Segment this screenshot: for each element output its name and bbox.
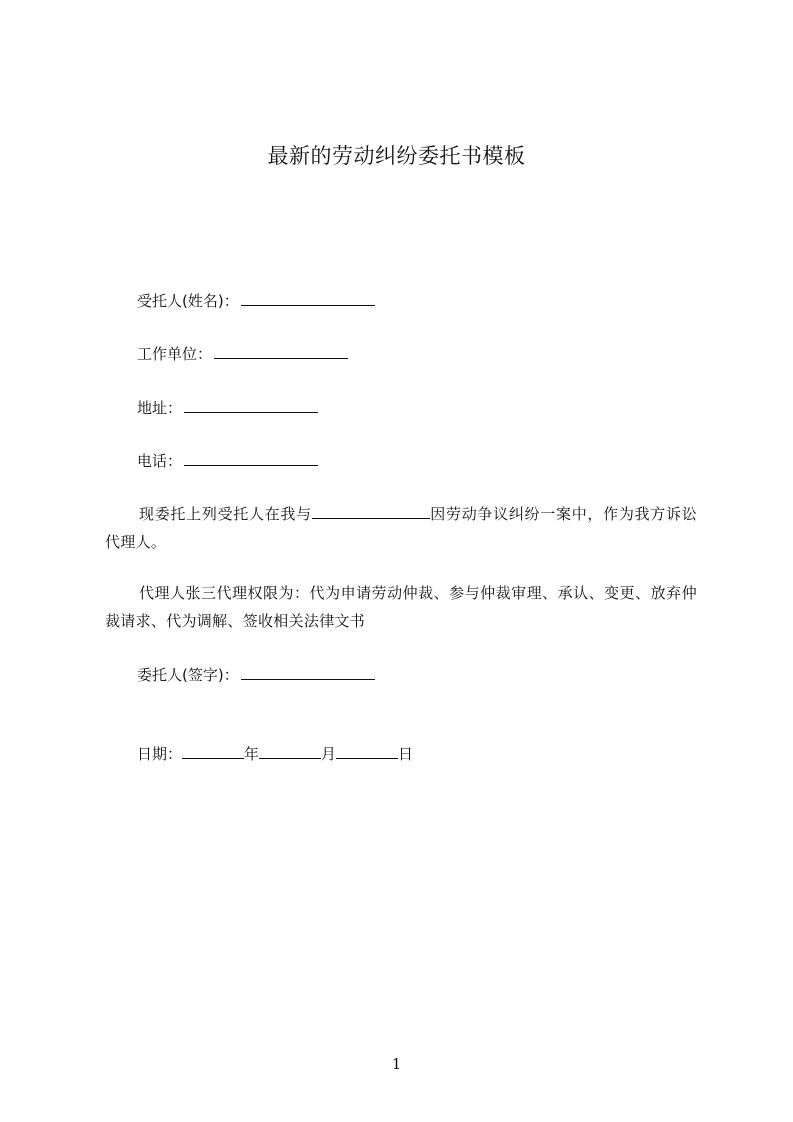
month-label: 月 (321, 745, 337, 763)
signature-line (137, 664, 375, 686)
address-line (137, 397, 318, 419)
authority-paragraph: 代理人张三代理权限为：代为申请劳动仲裁、参与仲裁审理、承认、变更、放弃仲裁请求、代为调解、签收相关法律文书 (105, 584, 697, 630)
trustee-name-blank (241, 292, 375, 306)
work-unit-line (137, 343, 348, 365)
date-label: 日期： (137, 745, 183, 763)
page-number: 1 (391, 1055, 402, 1073)
address-label: 地址： (137, 399, 183, 417)
signature-blank (241, 666, 375, 680)
month-blank (259, 745, 321, 759)
trustee-name-line (137, 290, 375, 312)
phone-line (137, 450, 318, 472)
year-label: 年 (244, 745, 260, 763)
signature-label: 委托人(签字)： (137, 666, 239, 684)
document-title: 最新的劳动纠纷委托书模板 (267, 144, 526, 168)
year-blank (182, 745, 244, 759)
work-unit-label: 工作单位： (137, 345, 213, 363)
entrust-text-before: 现委托上列受托人在我与 (139, 505, 312, 523)
address-blank (184, 399, 318, 413)
opposing-party-blank (312, 505, 430, 519)
phone-blank (184, 452, 318, 466)
date-line (137, 743, 413, 765)
day-blank (336, 745, 398, 759)
entrust-text-after: 因劳动争议纠纷一案中，作为我方诉讼代理人。 (105, 505, 697, 551)
day-label: 日 (398, 745, 414, 763)
entrust-paragraph (105, 500, 697, 556)
trustee-name-label: 受托人(姓名)： (137, 292, 239, 310)
work-unit-blank (214, 345, 348, 359)
phone-label: 电话： (137, 452, 183, 470)
